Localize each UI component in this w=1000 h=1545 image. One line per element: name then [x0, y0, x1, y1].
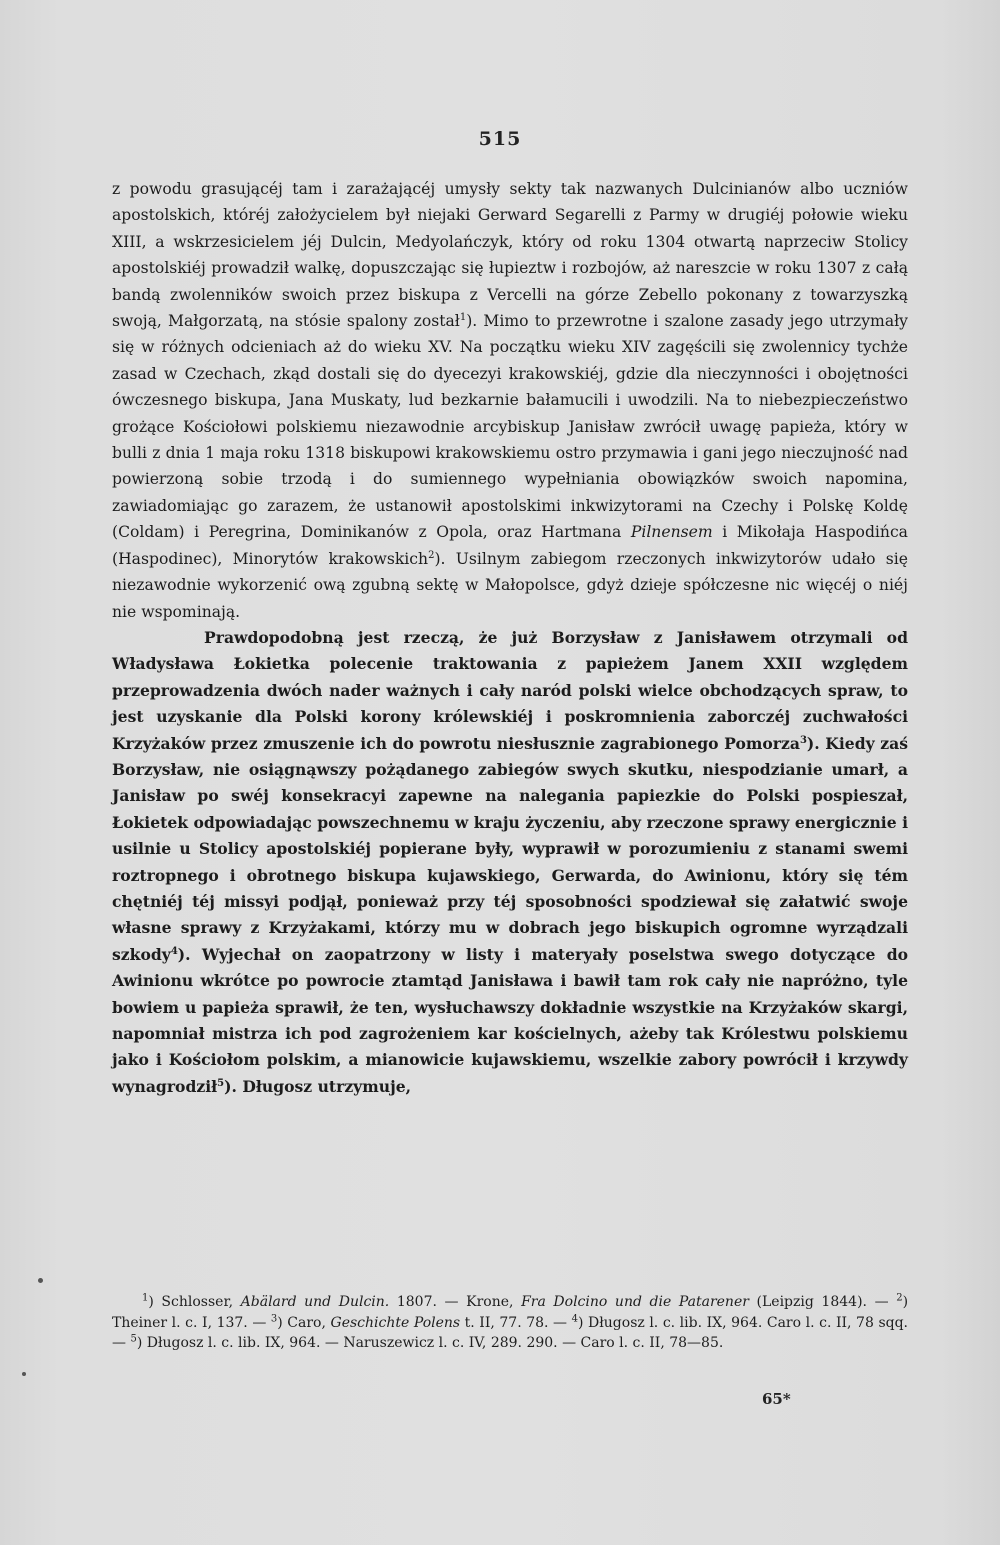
body-text	[112, 176, 908, 1100]
text-run: ) Caro,	[277, 1314, 331, 1331]
footnote-marker: 1	[459, 311, 467, 323]
footnote-marker: 3	[799, 734, 807, 746]
footnote-marker: 2	[428, 549, 435, 561]
footnotes	[112, 1292, 908, 1354]
text-run: Prawdopodobną jest rzeczą, że już Borzysław z Janisławem otrzymali od Władysława Łokietka polecenie traktowania z papieżem Janem XXII względem przeprowadzenia dwóch nader ważnych i cały naród polski wielce obchodzących spraw, to jest uzyskanie dla Polski korony królewskiéj i poskromnienia zaborczéj zuchwałości Krzyżaków przez zmuszenie ich do powrotu niesłusznie zagrabionego Pomorza	[112, 627, 908, 753]
page-number: 515	[478, 128, 522, 150]
italic-text: Pilnensem	[630, 523, 713, 542]
text-run: i Mikołaja Haspodińca (Haspodinec), Minorytów krakowskich	[112, 523, 908, 568]
text-run: ). Mimo to przewrotne i szalone zasady jego utrzymały się w różnych odcieniach aż do wieku XV. Na początku wieku XIV zagęścili się zwolennicy tychże zasad w Czechach, zkąd dostali się do dyecezyi krakowskiéj, gdzie dla nieczynności i obojętności ówczesnego biskupa, Jana Muskaty, lud bezkarnie bałamucili i uwodzili. Na to niebezpieczeństwo grożące Kościołowi polskiemu niezawodnie arcybiskup Janisław zwrócił uwagę papieża, który w bulli z dnia 1 maja roku 1318 biskupowi krakowskiemu ostro przymawia i gani jego nieczujność nad powierzoną sobie trzodą i do sumiennego wypełniania obowiązków swoich napomina, zawiadomiając go zarazem, że ustanowił apostolskimi inkwizytorami na Czechy i Polskę Koldę (Coldam) i Peregrina, Dominikanów z Opola, oraz Hartmana	[112, 312, 908, 542]
footnote-marker: 1	[142, 1292, 149, 1304]
printer-signature: 65*	[762, 1390, 791, 1408]
text-run: ) Theiner l. c. I, 137. —	[112, 1294, 909, 1331]
text-run: t. II, 77. 78. —	[460, 1314, 572, 1331]
text-run: ). Długosz utrzymuje,	[224, 1076, 412, 1096]
footnote	[112, 1292, 908, 1354]
footnote-marker: 4	[571, 1312, 578, 1324]
text-run: z powodu grasującéj tam i zarażającéj umysły sekty tak nazwanych Dulcinianów albo uczniów apostolskich, któréj założycielem był niejaki Gerward Segarelli z Parmy w drugiéj połowie wieku XIII, a wskrzesicielem jéj Dulcin, Medyolańczyk, który od roku 1304 otwartą naprzeciw Stolicy apostolskiéj prowadził walkę, dopuszczając się łupieztw i rozbojów, aż nareszcie w roku 1307 z całą bandą zwolenników swoich przez biskupa z Vercelli na górze Zebello pokonany z towarzyszką swoją, Małgorzatą, na stósie spalony został	[112, 180, 908, 331]
text-run: ). Usilnym zabiegom rzeczonych inkwizytorów udało się niezawodnie wykorzenić ową zgubną sektę w Małopolsce, gdyż dzieje spółczesne nic więcéj o niéj nie wspominają.	[112, 549, 908, 621]
paragraph	[112, 625, 908, 1100]
footnote-marker: 3	[270, 1312, 278, 1324]
text-run: ) Długosz l. c. lib. IX, 964. — Naruszewicz l. c. IV, 289. 290. — Caro l. c. II, 78—85.	[136, 1335, 724, 1351]
italic-text: Fra Dolcino und die Patarener	[521, 1294, 749, 1310]
text-run: 1807. — Krone,	[389, 1294, 522, 1310]
footnote-marker: 2	[896, 1292, 903, 1304]
footnote-marker: 5	[130, 1333, 137, 1345]
text-run: ). Kiedy zaś Borzysław, nie osiągnąwszy pożądanego zabiegów swych skutku, niespodzianie umarł, a Janisław po swéj konsekracyi zapewne na nalegania papiezkie do Polski pospieszał, Łokietek odpowiadając powszechnemu w kraju życzeniu, aby rzeczone sprawy energicznie i usilnie u Stolicy apostolskiéj popierane były, wyprawił w porozumieniu z stanami swemi roztropnego i obrotnego biskupa kujawskiego, Gerwarda, do Awinionu, który się tém chętniéj téj missyi podjął, ponieważ przy téj sposobności spodziewał się załatwić swoje własne sprawy z Krzyżakami, którzy mu w dobrach jego biskupich ogromne wyrządzali szkody	[112, 733, 908, 964]
scan-speck	[38, 1278, 43, 1283]
paragraph	[112, 176, 908, 625]
text-run: ). Wyjechał on zaopatrzony w listy i materyały poselstwa swego dotyczące do Awinionu wkrótce po powrocie ztamtąd Janisława i bawił tam rok cały nie napróżno, tyle bowiem u papieża sprawił, że ten, wysłuchawszy dokładnie wszystkie na Krzyżaków skargi, napomniał mistrza ich pod zagrożeniem kar kościelnych, ażeby tak Królestwu polskiemu jako i Kościołom polskim, a mianowicie kujawskiemu, wszelkie zabory powrócił i krzywdy wynagrodził	[112, 944, 908, 1096]
text-run: (Leipzig 1844). —	[748, 1294, 897, 1310]
italic-text: Abälard und Dulcin.	[240, 1294, 390, 1310]
text-run: ) Schlosser,	[148, 1294, 241, 1310]
italic-text: Geschichte Polens	[330, 1314, 461, 1331]
footnote-marker: 5	[217, 1077, 225, 1089]
text-run: ) Długosz l. c. lib. IX, 964. Caro l. c. II, 78 sqq. —	[112, 1314, 908, 1351]
footnote-marker: 4	[170, 945, 178, 957]
scan-speck	[22, 1372, 26, 1376]
